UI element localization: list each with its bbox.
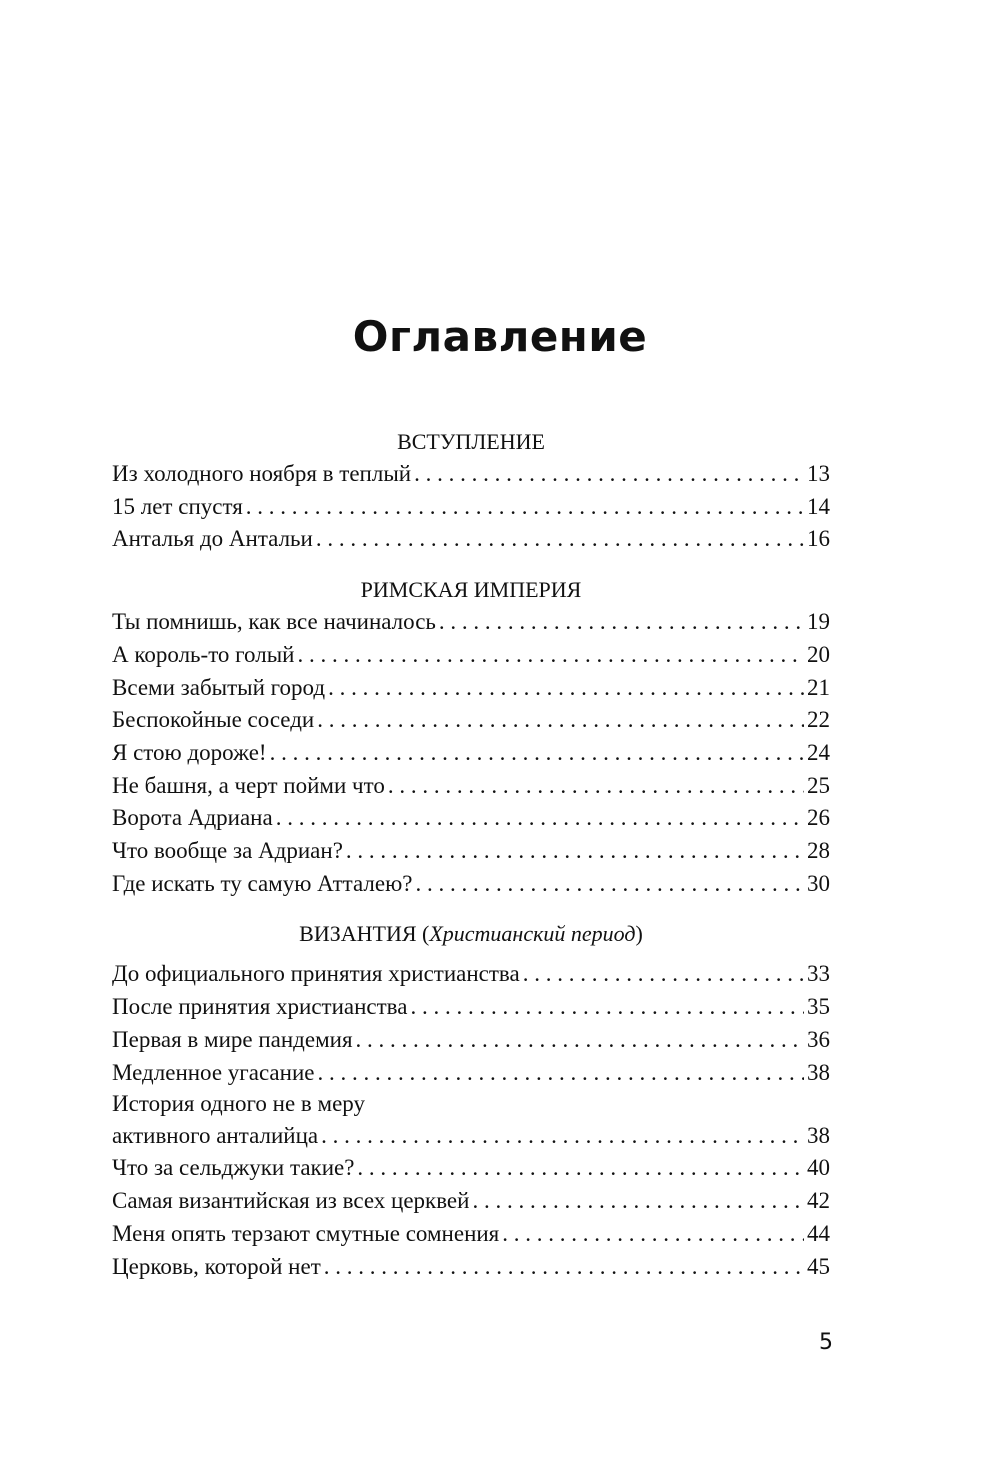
dot-leader [276,802,804,835]
toc-entry[interactable] [112,802,830,835]
toc-entry-page: 14 [807,493,830,519]
toc-entry[interactable] [112,704,830,737]
toc-entry-page: 44 [807,1220,830,1246]
toc-entry[interactable] [112,606,830,639]
page-title: Оглавление [352,312,648,361]
toc-entry-title: Я стою дороже! [112,739,267,765]
dot-leader [388,770,804,803]
toc-entry[interactable] [112,958,830,991]
toc-entry[interactable] [112,1251,830,1284]
dot-leader [316,523,804,556]
heading-spacer [112,950,830,958]
toc-entry[interactable] [112,835,830,868]
toc-entry[interactable] [112,991,830,1024]
toc-entry[interactable] [112,639,830,672]
toc-entry-page: 40 [807,1155,830,1181]
toc-entry[interactable] [112,1152,830,1185]
page-number: 5 [819,1330,833,1355]
dot-leader [472,1185,804,1218]
section-heading-paren-open: ( [416,921,430,947]
section-heading-introduction: ВСТУПЛЕНИЕ [397,429,545,454]
toc-entry-title: Не башня, а черт пойми что [112,772,385,798]
section-heading-subtitle: Христианский период [429,921,636,947]
toc-entry-page: 38 [807,1122,830,1148]
toc-entry-page: 20 [807,641,830,667]
toc-entry-last-line [112,1120,830,1153]
toc-entry-multiline[interactable] [112,1089,830,1152]
dot-leader [328,672,804,705]
toc-entry[interactable] [112,672,830,705]
dot-leader [317,1057,804,1090]
toc-entry[interactable] [112,523,830,556]
toc-entry-page: 13 [807,461,830,486]
toc-entry-page: 38 [807,1059,830,1085]
toc-entry-page: 24 [807,739,830,765]
toc-entry[interactable] [112,737,830,770]
toc-entry-page: 25 [807,772,830,798]
toc-entry-page: 16 [807,526,830,552]
toc-entry-page: 28 [807,838,830,864]
dot-leader [410,991,804,1024]
dot-leader [523,958,804,991]
toc-entry-title: Что вообще за Адриан? [112,838,343,864]
section-spacer [112,556,830,574]
toc-entry-page: 45 [807,1253,830,1279]
toc-entry[interactable] [112,868,830,901]
toc-entry[interactable] [112,1057,830,1090]
toc-entry-page: 30 [807,870,830,896]
dot-leader [324,1251,804,1284]
toc-entry-title: Самая византийская из всех церквей [112,1188,470,1214]
toc-entry-page: 26 [807,805,830,831]
toc-entry-title: До официального принятия христианства [112,961,520,987]
dot-leader [416,868,805,901]
toc-entry[interactable] [112,458,830,491]
toc-entry-title: 15 лет спустя [112,493,243,519]
dot-leader [270,737,804,770]
section-heading-main: ВИЗАНТИЯ [299,921,417,947]
toc-entry-title: Ты помнишь, как все начиналось [112,609,436,635]
toc-entry-title: Меня опять терзают смутные сомнения [112,1220,500,1246]
toc-entry-title: А король-то голый [112,641,295,667]
toc-entry-page: 35 [807,994,830,1020]
toc-entry-title: Что за сельджуки такие? [112,1155,355,1181]
toc-entry[interactable] [112,1185,830,1218]
section-spacer [112,900,830,918]
toc-entry-page: 42 [807,1188,830,1214]
section-heading-byzantium [112,918,830,950]
toc-entry-page: 36 [807,1026,830,1052]
toc-entry-title: Беспокойные соседи [112,707,315,733]
toc-entry-title: Церковь, которой нет [112,1253,321,1279]
toc-entry[interactable] [112,1024,830,1057]
dot-leader [439,606,804,639]
toc-entry-page: 22 [807,707,830,733]
dot-leader [246,491,804,524]
toc-entry-title: Первая в мире пандемия [112,1026,353,1052]
section-heading-roman-empire: РИМСКАЯ ИМПЕРИЯ [360,577,582,603]
dot-leader [346,835,804,868]
toc-entry[interactable] [112,770,830,803]
toc-entry-title: Ворота Адриана [112,805,273,831]
dot-leader [357,1152,804,1185]
dot-leader [317,704,804,737]
toc-entry-title: Всеми забытый город [112,674,326,700]
toc-entry-title: После принятия христианства [112,994,408,1020]
toc-entry-title: Где искать ту самую Атталею? [112,870,413,896]
toc-entry[interactable] [112,1218,830,1251]
dot-leader [414,458,804,491]
section-heading-paren-close: ) [635,921,643,947]
toc-entry-title: Медленное угасание [112,1059,315,1085]
dot-leader [356,1024,804,1057]
toc-entry-page: 33 [807,961,830,987]
toc-entry-title: Из холодного ноября в теплый [112,461,412,486]
toc-entry-page: 21 [807,674,830,700]
toc-entry[interactable] [112,491,830,524]
toc-entry-title-line1: История одного не в меру [112,1091,365,1117]
toc-entry-title: Анталья до Антальи [112,526,313,552]
dot-leader [502,1218,804,1251]
toc-entry-page: 19 [807,609,830,635]
dot-leader [321,1120,804,1153]
dot-leader [297,639,804,672]
table-of-contents [112,426,830,1283]
toc-entry-title: активного анталийца [112,1122,319,1148]
